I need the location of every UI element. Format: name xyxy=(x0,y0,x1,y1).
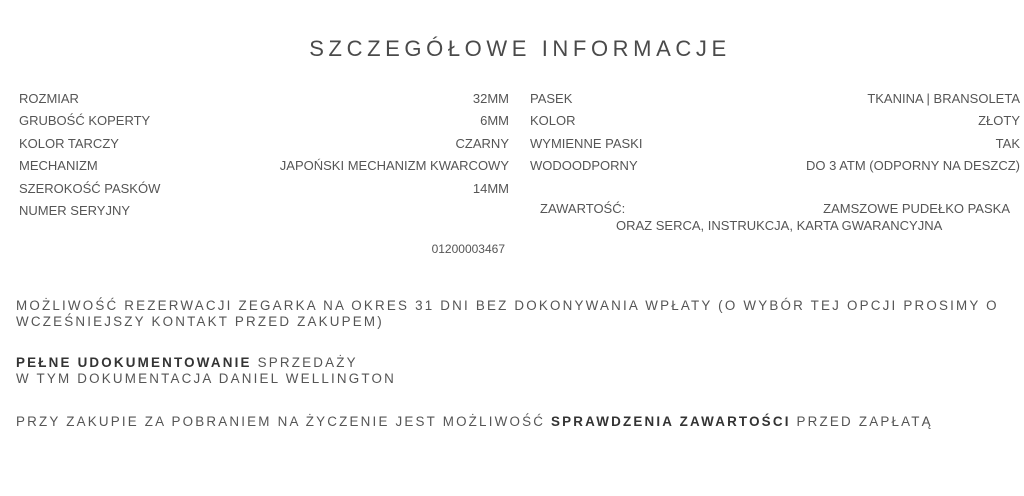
page-title: SZCZEGÓŁOWE INFORMACJE xyxy=(309,36,731,61)
spec-label: NUMER SERYJNY xyxy=(19,202,131,218)
spec-row-case-thickness xyxy=(19,110,509,132)
spec-row-strap-width xyxy=(19,178,509,200)
contents-label: ZAWARTOŚĆ: xyxy=(540,201,626,216)
cod-inspection-note xyxy=(16,414,1016,430)
spec-label: KOLOR xyxy=(530,113,576,129)
spec-label: MECHANIZM xyxy=(19,158,98,174)
spec-row-size xyxy=(19,88,509,110)
reservation-note-line-1: MOŻLIWOŚĆ REZERWACJI ZEGARKA NA OKRES 31 DNI BEZ DOKONYWANIA WPŁATY (O WYBÓR TEJ OPCJI PROSIMY O xyxy=(16,298,999,313)
documentation-emphasis: PEŁNE UDOKUMENTOWANIE xyxy=(16,355,252,370)
cod-note-emphasis: SPRAWDZENIA ZAWARTOŚCI xyxy=(551,414,791,429)
spec-row-color xyxy=(530,110,1020,132)
spec-value: 32MM xyxy=(472,91,509,106)
reservation-note xyxy=(16,298,1016,330)
spec-row-strap xyxy=(530,88,1020,110)
spec-label: ROZMIAR xyxy=(19,91,79,106)
spec-row-interchangeable-straps xyxy=(530,133,1020,155)
spec-value: TAK xyxy=(995,135,1020,151)
spec-value: TKANINA | BRANSOLETA xyxy=(867,91,1020,106)
spec-label: GRUBOŚĆ KOPERTY xyxy=(19,113,151,129)
cod-note-start: PRZY ZAKUPIE ZA POBRANIEM NA ŻYCZENIE JEST MOŻLIWOŚĆ xyxy=(16,414,552,429)
documentation-note-line-1 xyxy=(16,355,1016,371)
spec-value: 14MM xyxy=(472,180,509,196)
documentation-note xyxy=(16,355,1016,387)
spec-row-movement xyxy=(19,155,509,177)
documentation-note-line-2: W TYM DOKUMENTACJA DANIEL WELLINGTON xyxy=(16,371,397,386)
spec-label: WODOODPORNY xyxy=(530,158,638,174)
contents-line-2: ORAZ SERCA, INSTRUKCJA, KARTA GWARANCYJNA xyxy=(616,218,943,233)
spec-label: KOLOR TARCZY xyxy=(19,135,119,151)
specs-right-table xyxy=(530,88,1020,178)
spec-value: 6MM xyxy=(480,113,509,129)
spec-value: CZARNY xyxy=(455,135,509,151)
spec-row-waterproof xyxy=(530,155,1020,177)
spec-label: WYMIENNE PASKI xyxy=(530,135,643,151)
spec-value: JAPOŃSKI MECHANIZM KWARCOWY xyxy=(279,158,509,174)
spec-label: PASEK xyxy=(530,91,573,106)
reservation-note-line-2: WCZEŚNIEJSZY KONTAKT PRZED ZAKUPEM) xyxy=(16,314,384,329)
spec-row-dial-color xyxy=(19,133,509,155)
spec-row-serial-number xyxy=(19,200,509,222)
cod-note-end: PRZED ZAPŁATĄ xyxy=(790,414,933,429)
serial-number-value: 01200003467 xyxy=(431,242,505,256)
specs-left-table xyxy=(19,88,509,222)
documentation-rest: SPRZEDAŻY xyxy=(251,355,358,370)
spec-label: SZEROKOŚĆ PASKÓW xyxy=(19,180,161,196)
contents-line-1: ZAMSZOWE PUDEŁKO PASKA xyxy=(823,201,1010,216)
spec-value: ZŁOTY xyxy=(978,113,1020,129)
spec-value: DO 3 ATM (ODPORNY NA DESZCZ) xyxy=(805,158,1020,174)
